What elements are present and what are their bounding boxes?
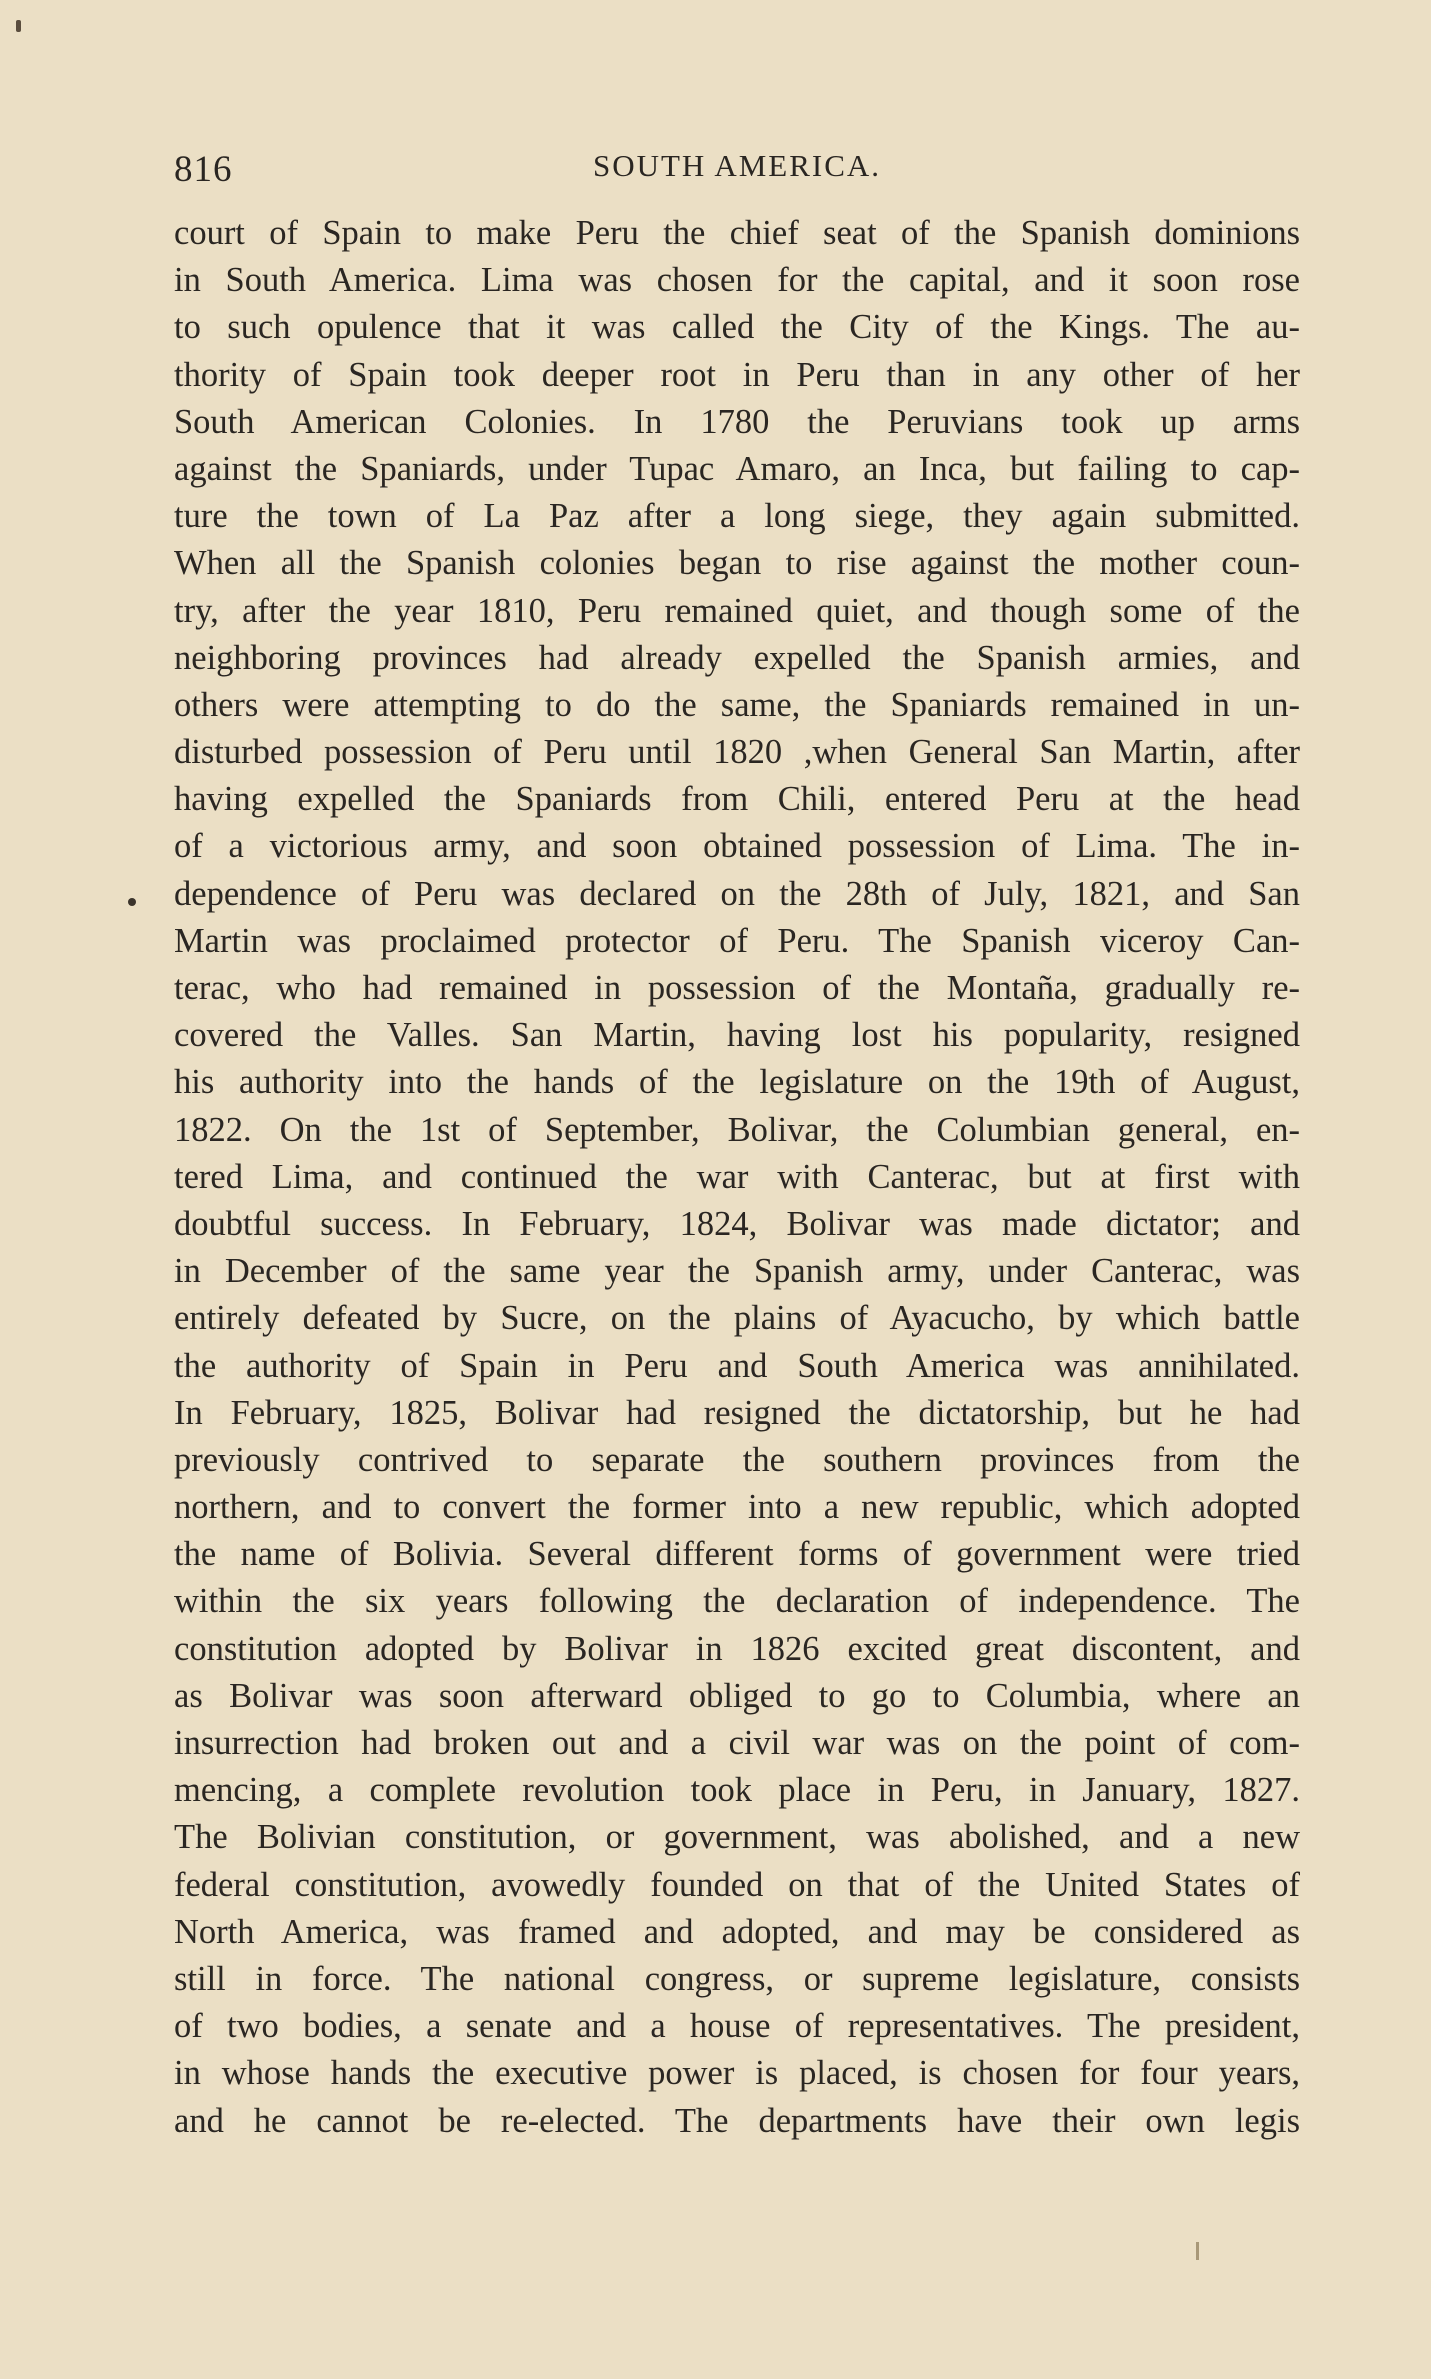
text-line: In February, 1825, Bolivar had resigned the dictatorship, but he had xyxy=(174,1393,1300,1432)
text-line: When all the Spanish colonies began to rise against the mother coun- xyxy=(174,544,1300,583)
text-line: in South America. Lima was chosen for the capital, and it soon rose xyxy=(174,261,1300,300)
text-line: still in force. The national congress, or supreme legislature, consists xyxy=(174,1959,1300,1998)
print-speck xyxy=(1196,2242,1199,2260)
text-line: dependence of Peru was declared on the 28th of July, 1821, and San xyxy=(174,874,1300,913)
text-line: 1822. On the 1st of September, Bolivar, the Columbian general, en- xyxy=(174,1110,1300,1149)
margin-dot xyxy=(128,898,136,906)
text-line: insurrection had broken out and a civil war was on the point of com- xyxy=(174,1724,1300,1762)
text-line: the authority of Spain in Peru and South America was annihilated. xyxy=(174,1346,1300,1385)
print-speck xyxy=(16,20,21,32)
text-line: as Bolivar was soon afterward obliged to go to Columbia, where an xyxy=(174,1676,1300,1715)
text-line: The Bolivian constitution, or government, was abolished, and a new xyxy=(174,1818,1300,1857)
text-line: in December of the same year the Spanish army, under Canterac, was xyxy=(174,1252,1300,1291)
text-line: South American Colonies. In 1780 the Peruvians took up arms xyxy=(174,402,1300,441)
text-line: entirely defeated by Sucre, on the plains of Ayacucho, by which battle xyxy=(174,1299,1300,1338)
text-line: neighboring provinces had already expelled the Spanish armies, and xyxy=(174,638,1300,677)
text-line: federal constitution, avowedly founded on that of the United States of xyxy=(174,1865,1300,1904)
text-line: Martin was proclaimed protector of Peru. The Spanish viceroy Can- xyxy=(174,921,1300,960)
text-line: northern, and to convert the former into a new republic, which adopted xyxy=(174,1488,1300,1527)
text-line: tered Lima, and continued the war with Canterac, but at first with xyxy=(174,1157,1300,1196)
text-line: previously contrived to separate the southern provinces from the xyxy=(174,1440,1300,1479)
text-line: his authority into the hands of the legislature on the 19th of August, xyxy=(174,1063,1300,1102)
body-paragraph xyxy=(174,210,1300,2145)
text-line: to such opulence that it was called the City of the Kings. The au- xyxy=(174,308,1300,347)
text-line: having expelled the Spaniards from Chili, entered Peru at the head xyxy=(174,780,1300,819)
text-line: the name of Bolivia. Several different forms of government were tried xyxy=(174,1535,1300,1574)
text-line: thority of Spain took deeper root in Peru than in any other of her xyxy=(174,355,1300,394)
text-line: of a victorious army, and soon obtained possession of Lima. The in- xyxy=(174,827,1300,866)
text-line: and he cannot be re-elected. The departments have their own legis xyxy=(174,2101,1300,2140)
text-line: constitution adopted by Bolivar in 1826 excited great discontent, and xyxy=(174,1629,1300,1668)
text-line: court of Spain to make Peru the chief seat of the Spanish dominions xyxy=(174,214,1300,252)
text-line: ture the town of La Paz after a long siege, they again submitted. xyxy=(174,497,1300,536)
page-header xyxy=(174,138,1300,198)
text-line: mencing, a complete revolution took place in Peru, in January, 1827. xyxy=(174,1771,1300,1810)
text-line: against the Spaniards, under Tupac Amaro, an Inca, but failing to cap- xyxy=(174,449,1300,488)
page-number: 816 xyxy=(174,149,233,190)
text-line: disturbed possession of Peru until 1820 ,when General San Martin, after xyxy=(174,733,1300,772)
running-title: SOUTH AMERICA. xyxy=(592,148,882,183)
text-line: covered the Valles. San Martin, having lost his popularity, resigned xyxy=(174,1016,1300,1055)
text-line: doubtful success. In February, 1824, Bolivar was made dictator; and xyxy=(174,1204,1300,1243)
text-line: within the six years following the declaration of independence. The xyxy=(174,1582,1300,1621)
text-line: of two bodies, a senate and a house of representatives. The president, xyxy=(174,2007,1300,2046)
text-line: try, after the year 1810, Peru remained quiet, and though some of the xyxy=(174,591,1300,630)
text-line: others were attempting to do the same, the Spaniards remained in un- xyxy=(174,685,1300,724)
text-line: North America, was framed and adopted, and may be considered as xyxy=(174,1912,1300,1951)
text-line: terac, who had remained in possession of the Montaña, gradually re- xyxy=(174,969,1300,1007)
text-line: in whose hands the executive power is placed, is chosen for four years, xyxy=(174,2054,1300,2093)
